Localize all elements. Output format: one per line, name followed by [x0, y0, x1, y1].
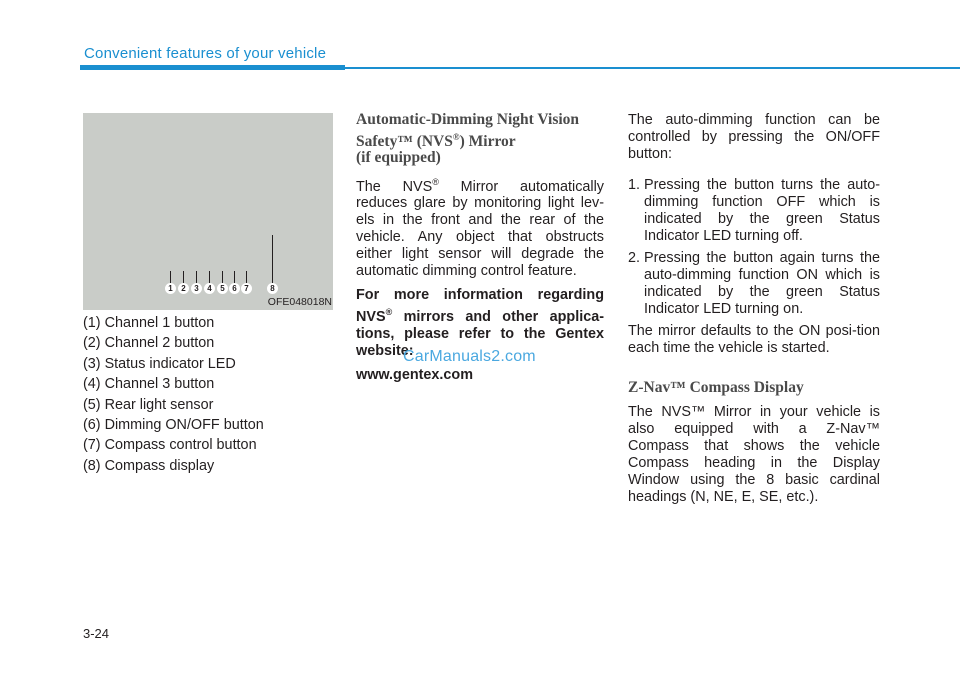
callout-4: 4 — [204, 283, 215, 294]
registered-mark: ® — [452, 131, 460, 142]
callout-leader — [246, 271, 247, 283]
caption-item: (1) Channel 1 button — [83, 315, 215, 331]
callout-leader — [209, 271, 210, 283]
caption-item: (3) Status indicator LED — [83, 355, 236, 372]
caption-list — [83, 315, 331, 475]
list-text: Pressing the button turns the auto-dimming function OFF which is indicated by the green Status Indicator LED turning off. — [644, 177, 880, 244]
mirror-figure — [83, 113, 333, 310]
caption-item: (2) Channel 2 button — [83, 335, 215, 352]
callout-6: 6 — [229, 283, 240, 294]
text-run: For more information regarding NVS — [356, 287, 604, 326]
callout-leader — [222, 271, 223, 283]
callout-8: 8 — [267, 283, 278, 294]
heading-line: Automatic-Dimming Night Vision — [356, 111, 580, 128]
text-run: The NVS — [356, 178, 433, 195]
list-item — [628, 177, 880, 245]
heading-line: Safety™ (NVS — [356, 132, 453, 150]
registered-mark: ® — [432, 176, 439, 187]
list-text: Pressing the button again turns the auto-dimming function ON which is indicated by the green Status Indicator LED turning on. — [644, 250, 880, 317]
callout-leader — [170, 271, 171, 283]
default-note: The mirror defaults to the ON posi-tion each time the vehicle is started. — [628, 323, 880, 356]
caption-column — [83, 315, 331, 478]
page-number: 3-24 — [83, 626, 110, 641]
spacer — [628, 364, 880, 380]
callout-2: 2 — [178, 283, 189, 294]
callout-leader — [196, 271, 197, 283]
heading-line: ) Mirror — [459, 132, 516, 150]
gentex-url[interactable]: www.gentex.com — [356, 367, 474, 384]
callout-1: 1 — [165, 283, 176, 294]
header-rule-thin — [345, 67, 960, 69]
callout-5: 5 — [217, 283, 228, 294]
caption-item: (8) Compass display — [83, 457, 215, 474]
list-item — [628, 250, 880, 318]
compass-heading: Z-Nav™ Compass Display — [628, 379, 804, 396]
callout-leader — [234, 271, 235, 283]
watermark: CarManuals2.com — [403, 348, 536, 365]
caption-item: (6) Dimming ON/OFF button — [83, 416, 264, 433]
right-column — [628, 112, 880, 513]
registered-mark: ® — [385, 307, 393, 318]
callout-leader — [183, 271, 184, 283]
list-number: 2. — [628, 250, 641, 266]
section-title: Convenient features of your vehicle — [84, 45, 327, 62]
header-rule-thick — [80, 65, 345, 70]
figure-code: OFE048018N — [267, 296, 332, 308]
nvs-description — [356, 174, 604, 281]
heading-line: (if equipped) — [356, 149, 441, 167]
callout-3: 3 — [191, 283, 202, 294]
callout-leader — [272, 235, 273, 283]
caption-item: (7) Compass control button — [83, 437, 257, 454]
list-number: 1. — [628, 177, 641, 193]
caption-item: (4) Channel 3 button — [83, 376, 215, 393]
caption-item: (5) Rear light sensor — [83, 396, 214, 413]
text-run: mirrors and other applica-tions, please refer to the Gentex website: — [356, 309, 604, 360]
nvs-mirror-heading — [356, 112, 604, 167]
callout-7: 7 — [241, 283, 252, 294]
text-run: Mirror automatically reduces glare by monitoring light lev-els in the front and the rear of the vehicle. Any object that obstructs either light sensor will degrade the automatic dimming control feature. — [356, 178, 605, 280]
compass-description: The NVS™ Mirror in your vehicle is also equipped with a Z-Nav™ Compass that shows the vehicle Compass heading in the Display Window using the 8 basic cardinal headings (N, NE, E, SE, etc.). — [628, 403, 880, 505]
auto-dimming-intro: The auto-dimming function can be controlled by pressing the ON/OFF button: — [628, 112, 880, 162]
